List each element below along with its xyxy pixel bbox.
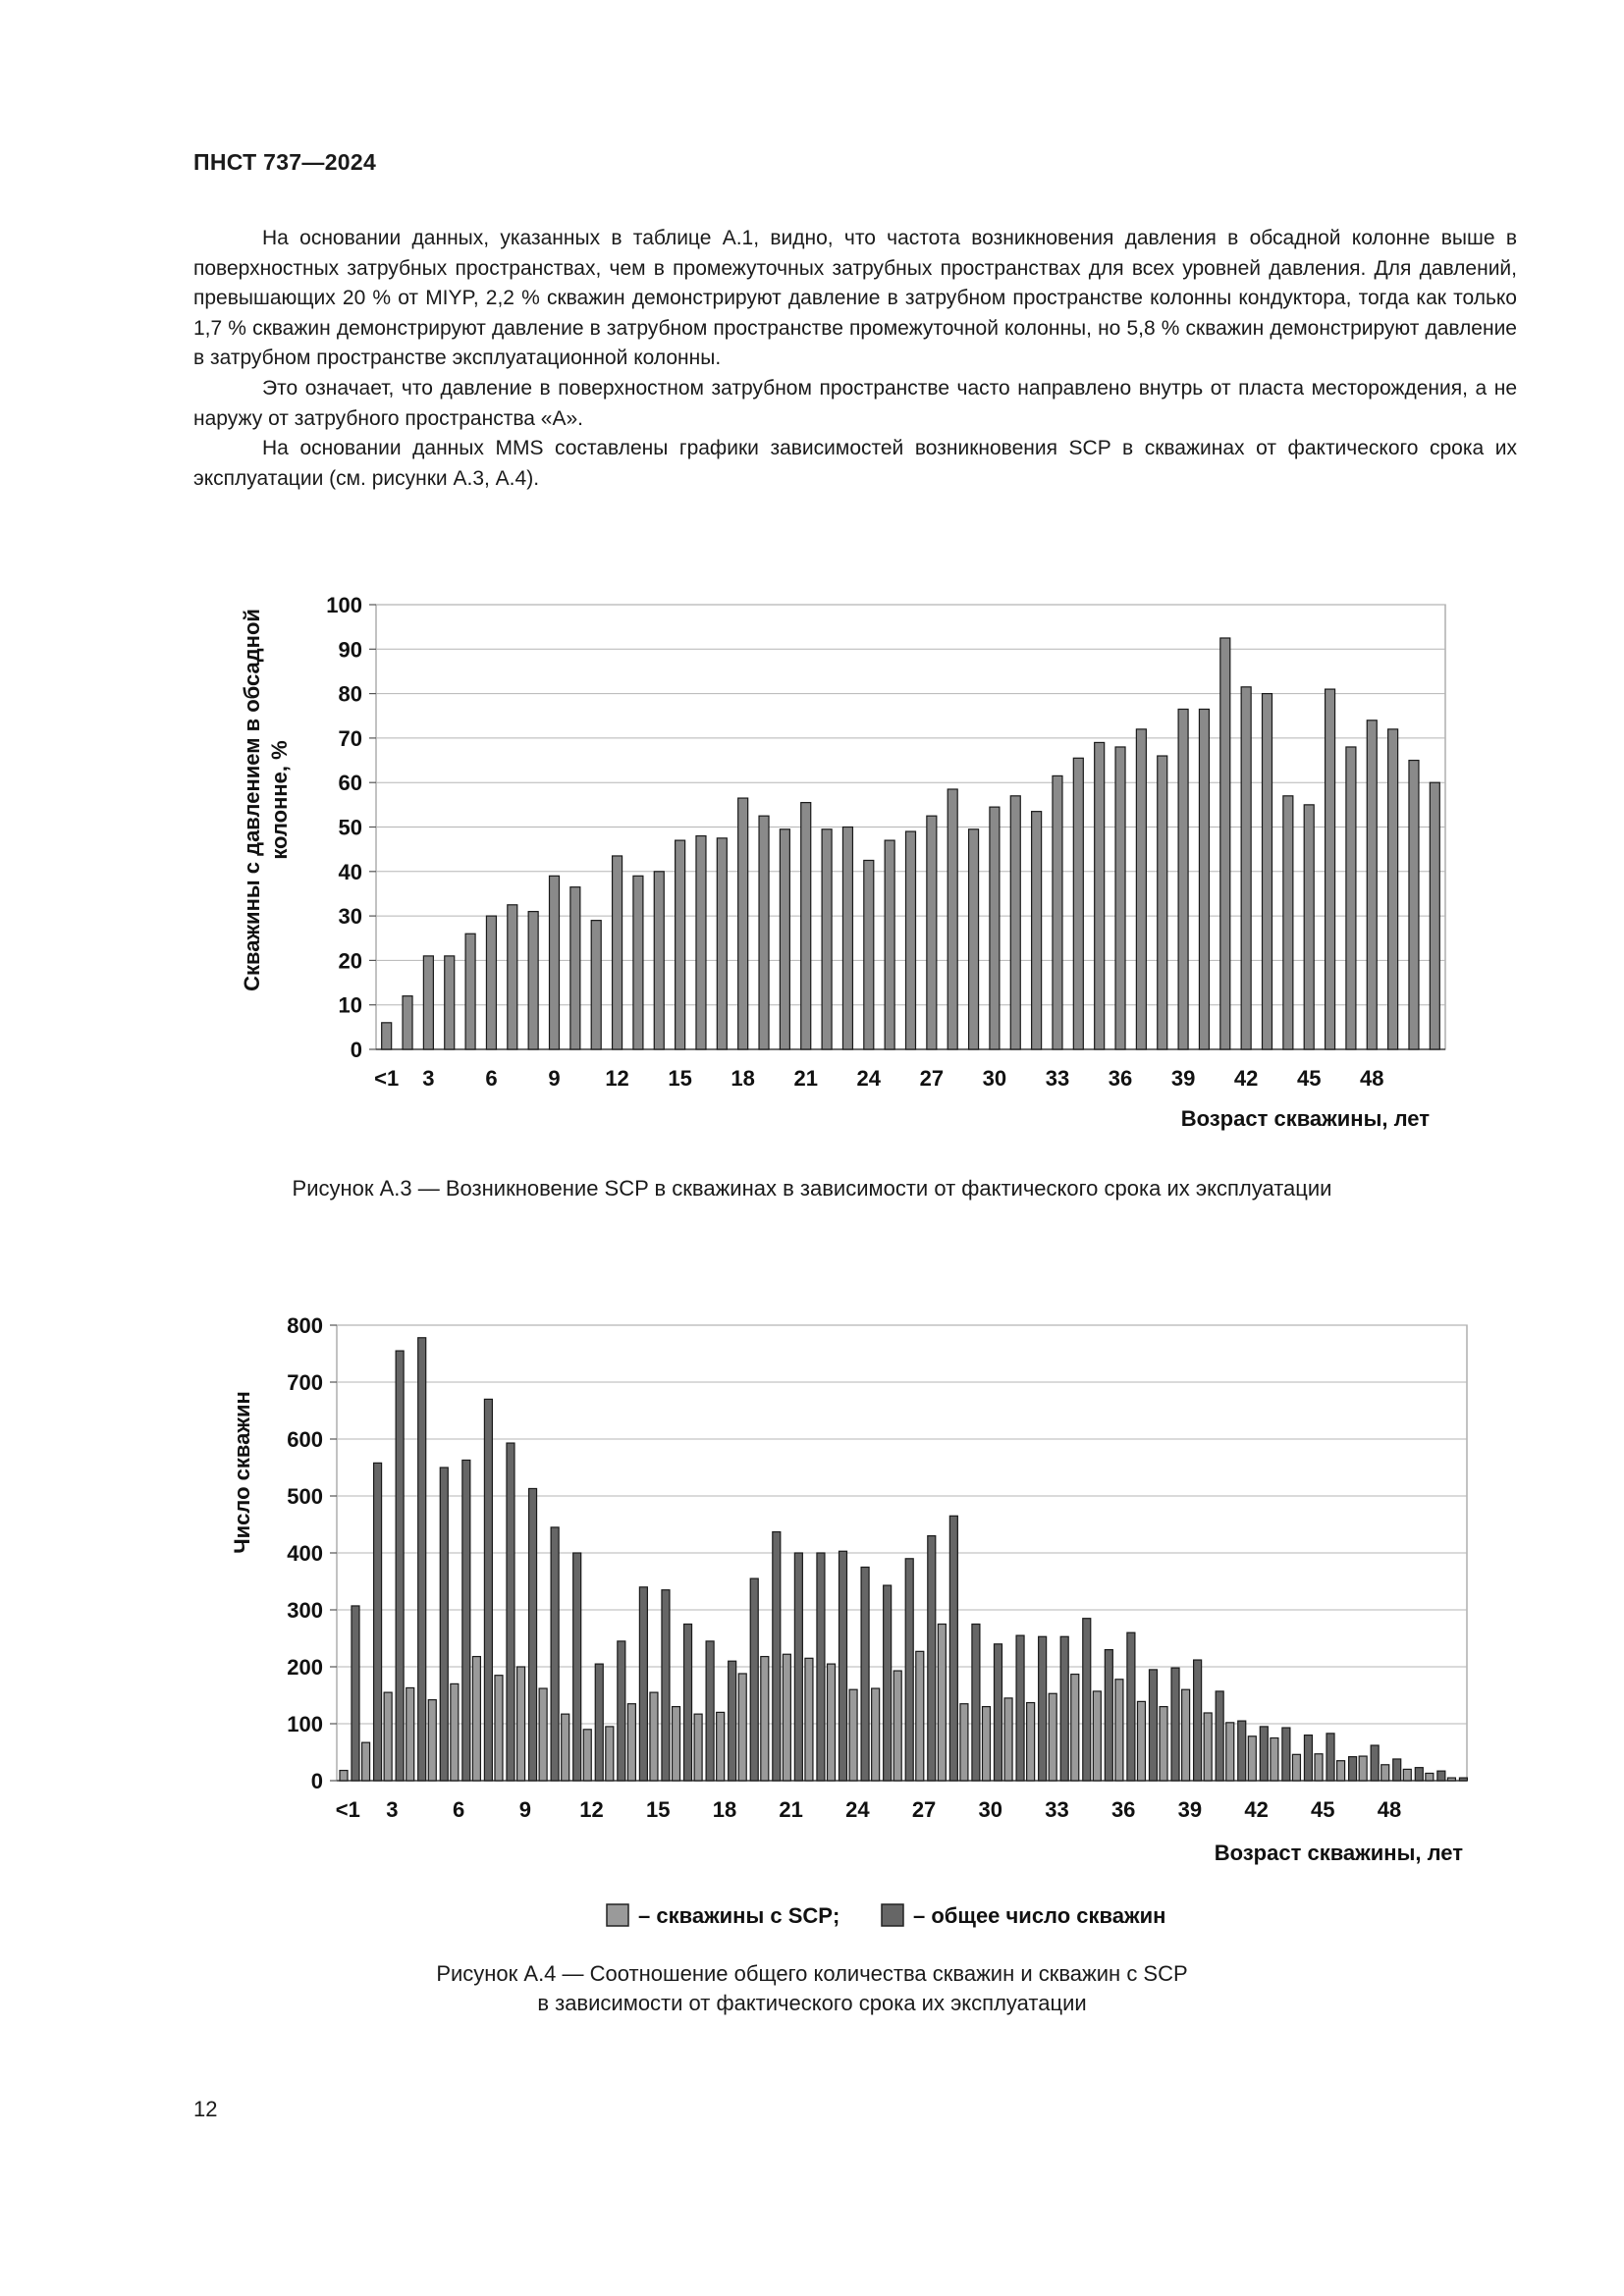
bar bbox=[606, 1727, 614, 1781]
bar bbox=[893, 1671, 901, 1781]
bar bbox=[1220, 638, 1230, 1049]
x-tick-label: 27 bbox=[911, 1797, 937, 1822]
bar bbox=[864, 860, 874, 1049]
bar bbox=[1359, 1756, 1367, 1781]
x-tick-label: 33 bbox=[1045, 1066, 1070, 1091]
figure-a4-caption-line2: в зависимости от фактического срока их эксплуатации bbox=[537, 1991, 1087, 2015]
bar bbox=[780, 829, 789, 1049]
bar bbox=[916, 1651, 924, 1781]
bar bbox=[1115, 747, 1125, 1049]
bar bbox=[1447, 1778, 1455, 1781]
figure-a3-caption: Рисунок А.3 — Возникновение SCP в скважинах в зависимости от фактического срока их эксплуатации bbox=[292, 1176, 1332, 1201]
y-tick-label: 80 bbox=[338, 681, 362, 707]
bar bbox=[1010, 796, 1020, 1049]
bar bbox=[1083, 1619, 1091, 1781]
y-tick-label: 500 bbox=[287, 1484, 323, 1509]
bar bbox=[927, 816, 937, 1049]
bar bbox=[472, 1657, 480, 1781]
bar bbox=[761, 1657, 769, 1781]
bar bbox=[484, 1399, 492, 1781]
bar bbox=[654, 872, 664, 1049]
document-header: ПНСТ 737—2024 bbox=[193, 149, 377, 175]
x-tick-label: 15 bbox=[646, 1797, 671, 1822]
bar bbox=[1238, 1721, 1246, 1781]
y-tick-label: 400 bbox=[287, 1541, 323, 1566]
bar bbox=[729, 1661, 736, 1781]
bar bbox=[1393, 1759, 1401, 1781]
bar bbox=[1426, 1773, 1434, 1781]
figure-a4-caption-line1: Рисунок А.4 — Соотношение общего количества скважин и скважин с SCP bbox=[436, 1961, 1188, 1986]
y-tick-label: 600 bbox=[287, 1427, 323, 1452]
x-tick-label: 9 bbox=[548, 1066, 561, 1091]
bar bbox=[1039, 1636, 1047, 1781]
bar bbox=[1337, 1761, 1345, 1781]
bar bbox=[618, 1641, 625, 1781]
bar bbox=[613, 856, 623, 1049]
bar bbox=[885, 840, 894, 1049]
bar bbox=[362, 1742, 370, 1781]
bar bbox=[738, 1674, 746, 1781]
bar bbox=[938, 1625, 946, 1782]
bar bbox=[994, 1644, 1001, 1781]
y-tick-label: 30 bbox=[338, 904, 362, 930]
bar bbox=[1049, 1693, 1056, 1781]
x-tick-label: 45 bbox=[1296, 1066, 1322, 1091]
x-tick-label: 33 bbox=[1045, 1797, 1069, 1822]
page-number: 12 bbox=[193, 2097, 218, 2121]
paragraph: На основании данных MMS составлены графики зависимостей возникновения SCP в скважинах от фактического срока их эксплуатации (см. рисунки А.3, А.4). bbox=[193, 437, 1517, 490]
y-tick-label: 50 bbox=[338, 815, 362, 840]
y-axis-title-line2: колонне, % bbox=[267, 740, 292, 860]
x-tick-label: <1 bbox=[374, 1066, 400, 1091]
bar bbox=[633, 876, 643, 1049]
bar bbox=[1171, 1668, 1179, 1781]
bar bbox=[1282, 1728, 1290, 1781]
x-tick-label: <1 bbox=[335, 1797, 360, 1822]
bar bbox=[1437, 1771, 1445, 1781]
bar bbox=[817, 1553, 825, 1781]
x-tick-label: 42 bbox=[1244, 1797, 1269, 1822]
bar bbox=[960, 1704, 968, 1781]
y-tick-label: 60 bbox=[338, 771, 362, 796]
bar bbox=[440, 1468, 448, 1781]
x-tick-label: 15 bbox=[668, 1066, 692, 1091]
bar bbox=[1346, 747, 1356, 1049]
y-tick-label: 800 bbox=[287, 1313, 323, 1338]
x-tick-label: 27 bbox=[919, 1066, 945, 1091]
y-tick-label: 0 bbox=[350, 1038, 362, 1062]
bar bbox=[783, 1654, 790, 1781]
bar bbox=[517, 1667, 525, 1781]
bar bbox=[1241, 687, 1251, 1049]
x-tick-label: 42 bbox=[1233, 1066, 1259, 1091]
bar bbox=[706, 1641, 714, 1781]
x-tick-label: 21 bbox=[779, 1797, 803, 1822]
y-tick-label: 70 bbox=[338, 725, 362, 751]
bar bbox=[684, 1625, 692, 1782]
bar bbox=[465, 934, 475, 1049]
bar bbox=[839, 1551, 847, 1781]
x-tick-label: 36 bbox=[1108, 1066, 1133, 1091]
legend-label-scp: – скважины с SCP; bbox=[638, 1903, 840, 1928]
bar bbox=[1304, 805, 1314, 1049]
paragraph: На основании данных, указанных в таблице А.1, видно, что частота возникновения давления в обсадной колонне выше в поверхностных затрубных пространствах, чем в промежуточных затрубных пространствах для всех уровней давления. Для давлений, превышающих 20 % от MIYP, 2,2 % скважин демонстрируют давление в затрубном пространстве колонны кондуктора, тогда как только 1,7 % скважин демонстрируют давление в затрубном пространстве промежуточной колонны, но 5,8 % скважин демонстрируют давление в затрубном пространстве эксплуатационной колонны. bbox=[193, 227, 1517, 370]
bar bbox=[382, 1023, 392, 1049]
bar bbox=[1032, 812, 1042, 1049]
bar bbox=[1137, 1701, 1145, 1781]
bar bbox=[1093, 1691, 1101, 1781]
bar bbox=[794, 1553, 802, 1781]
bar bbox=[495, 1676, 503, 1781]
bar bbox=[639, 1587, 647, 1781]
bar bbox=[1315, 1754, 1323, 1781]
bar bbox=[750, 1578, 758, 1781]
bar bbox=[486, 916, 496, 1049]
y-tick-label: 90 bbox=[338, 637, 362, 663]
bar bbox=[451, 1683, 459, 1781]
bar bbox=[1292, 1754, 1300, 1781]
bar bbox=[949, 1516, 957, 1781]
x-tick-label: 45 bbox=[1311, 1797, 1335, 1822]
bar bbox=[969, 829, 979, 1049]
bar bbox=[445, 956, 455, 1049]
x-tick-label: 21 bbox=[793, 1066, 818, 1091]
bar bbox=[801, 803, 811, 1049]
bar bbox=[423, 956, 433, 1049]
bar bbox=[1381, 1765, 1389, 1781]
bar bbox=[694, 1714, 702, 1781]
x-tick-label: 30 bbox=[978, 1797, 1003, 1822]
bar bbox=[1199, 709, 1209, 1049]
bar bbox=[972, 1625, 980, 1782]
y-tick-label: 300 bbox=[287, 1598, 323, 1623]
bar bbox=[905, 1559, 913, 1781]
bar bbox=[406, 1687, 414, 1781]
y-tick-label: 0 bbox=[310, 1769, 323, 1793]
bar bbox=[1182, 1689, 1190, 1781]
x-axis-title: Возраст скважины, лет bbox=[1214, 1841, 1463, 1865]
bar bbox=[1073, 758, 1083, 1049]
x-tick-label: 48 bbox=[1360, 1066, 1384, 1091]
bar bbox=[1095, 742, 1105, 1049]
bar bbox=[529, 1488, 537, 1781]
bar bbox=[1194, 1660, 1202, 1781]
bar bbox=[676, 840, 685, 1049]
y-tick-label: 700 bbox=[287, 1370, 323, 1395]
bar bbox=[1160, 1707, 1167, 1781]
bar bbox=[990, 807, 1000, 1049]
bar bbox=[696, 836, 706, 1049]
bar bbox=[1349, 1757, 1357, 1781]
bar bbox=[738, 798, 748, 1049]
bar bbox=[1105, 1650, 1112, 1781]
bar bbox=[1016, 1635, 1024, 1781]
bar bbox=[507, 1443, 514, 1781]
bar bbox=[1260, 1727, 1268, 1781]
bar bbox=[822, 829, 832, 1049]
bar bbox=[1388, 729, 1398, 1049]
bar bbox=[662, 1590, 670, 1781]
y-tick-label: 20 bbox=[338, 948, 362, 974]
bar bbox=[1367, 721, 1377, 1049]
bar bbox=[352, 1606, 359, 1781]
bar bbox=[1326, 1734, 1334, 1781]
bar bbox=[842, 828, 852, 1050]
bar bbox=[396, 1351, 404, 1781]
x-tick-label: 6 bbox=[453, 1797, 465, 1822]
x-tick-label: 6 bbox=[485, 1066, 498, 1091]
bar bbox=[1136, 729, 1146, 1049]
bar bbox=[805, 1658, 813, 1781]
bar bbox=[650, 1692, 658, 1781]
x-tick-label: 18 bbox=[731, 1066, 755, 1091]
bar bbox=[1204, 1713, 1212, 1781]
bar bbox=[982, 1707, 990, 1781]
bar bbox=[884, 1585, 892, 1781]
bar bbox=[403, 996, 412, 1049]
legend-swatch-scp bbox=[607, 1904, 628, 1926]
x-tick-label: 3 bbox=[386, 1797, 399, 1822]
bar bbox=[1027, 1703, 1035, 1781]
bar bbox=[1248, 1736, 1256, 1781]
legend-label-total: – общее число скважин bbox=[913, 1903, 1166, 1928]
bar bbox=[861, 1568, 869, 1782]
x-tick-label: 12 bbox=[579, 1797, 604, 1822]
bar bbox=[528, 912, 538, 1049]
bar bbox=[1430, 782, 1439, 1049]
x-tick-label: 9 bbox=[518, 1797, 531, 1822]
paragraph: Это означает, что давление в поверхностном затрубном пространстве часто направлено внутрь от пласта месторождения, а не наружу от затрубного пространства «А». bbox=[193, 376, 1517, 430]
bar bbox=[591, 921, 601, 1049]
bar bbox=[1060, 1636, 1068, 1781]
y-axis-title bbox=[240, 609, 292, 991]
bar bbox=[717, 1712, 725, 1781]
bar bbox=[673, 1707, 680, 1781]
y-axis-title: Число скважин bbox=[230, 1391, 254, 1554]
x-tick-label: 12 bbox=[605, 1066, 629, 1091]
bar bbox=[1371, 1745, 1379, 1781]
bar bbox=[1459, 1778, 1467, 1781]
bar bbox=[1158, 756, 1167, 1049]
x-tick-label: 24 bbox=[856, 1066, 882, 1091]
bar bbox=[872, 1688, 880, 1781]
bar bbox=[717, 838, 727, 1049]
bar bbox=[1004, 1698, 1012, 1781]
figure-a4-chart bbox=[0, 1276, 1624, 1963]
bar bbox=[1263, 694, 1272, 1049]
bar bbox=[508, 905, 517, 1049]
bar bbox=[1115, 1680, 1123, 1781]
bar bbox=[340, 1771, 348, 1781]
bar bbox=[570, 887, 580, 1049]
bar bbox=[1326, 689, 1335, 1049]
bar bbox=[1415, 1768, 1423, 1781]
bar bbox=[374, 1463, 382, 1781]
x-tick-label: 18 bbox=[712, 1797, 737, 1822]
bar bbox=[573, 1553, 581, 1781]
bar bbox=[1226, 1723, 1234, 1781]
bar bbox=[1053, 775, 1062, 1049]
y-tick-label: 40 bbox=[338, 859, 362, 884]
x-tick-label: 48 bbox=[1377, 1797, 1402, 1822]
legend bbox=[607, 1903, 1165, 1928]
bar bbox=[928, 1536, 936, 1781]
bar bbox=[773, 1532, 781, 1781]
x-axis-title: Возраст скважины, лет bbox=[1180, 1106, 1430, 1131]
bar bbox=[595, 1664, 603, 1781]
bar bbox=[1304, 1735, 1312, 1781]
y-tick-label: 10 bbox=[338, 992, 362, 1018]
bar bbox=[849, 1689, 857, 1781]
bar bbox=[583, 1730, 591, 1781]
x-tick-label: 30 bbox=[982, 1066, 1007, 1091]
bar bbox=[562, 1714, 569, 1781]
bar bbox=[906, 831, 916, 1049]
y-tick-label: 100 bbox=[326, 593, 362, 617]
bar bbox=[428, 1700, 436, 1781]
x-tick-label: 3 bbox=[422, 1066, 435, 1091]
y-tick-label: 100 bbox=[287, 1712, 323, 1736]
bar bbox=[759, 816, 769, 1049]
x-tick-label: 36 bbox=[1110, 1797, 1136, 1822]
bar bbox=[462, 1460, 470, 1781]
bar bbox=[384, 1692, 392, 1781]
x-tick-label: 39 bbox=[1177, 1797, 1203, 1822]
x-tick-label: 39 bbox=[1170, 1066, 1196, 1091]
bar bbox=[1216, 1691, 1223, 1781]
bar bbox=[1071, 1675, 1079, 1781]
bar bbox=[551, 1527, 559, 1781]
bar bbox=[627, 1704, 635, 1781]
bar bbox=[1178, 709, 1188, 1049]
bar bbox=[1409, 761, 1419, 1049]
bar bbox=[947, 789, 957, 1049]
bar bbox=[1271, 1738, 1278, 1782]
bar bbox=[828, 1664, 836, 1781]
bar bbox=[418, 1338, 426, 1781]
bar bbox=[1403, 1769, 1411, 1781]
bar bbox=[539, 1688, 547, 1781]
y-axis-title-line1: Скважины с давлением в обсадной bbox=[240, 609, 264, 991]
bar bbox=[1283, 796, 1293, 1049]
legend-swatch-total bbox=[882, 1904, 903, 1926]
y-tick-label: 200 bbox=[287, 1655, 323, 1680]
bar bbox=[1149, 1670, 1157, 1781]
x-tick-label: 24 bbox=[845, 1797, 870, 1822]
bar bbox=[550, 876, 560, 1049]
bar bbox=[1127, 1632, 1135, 1781]
